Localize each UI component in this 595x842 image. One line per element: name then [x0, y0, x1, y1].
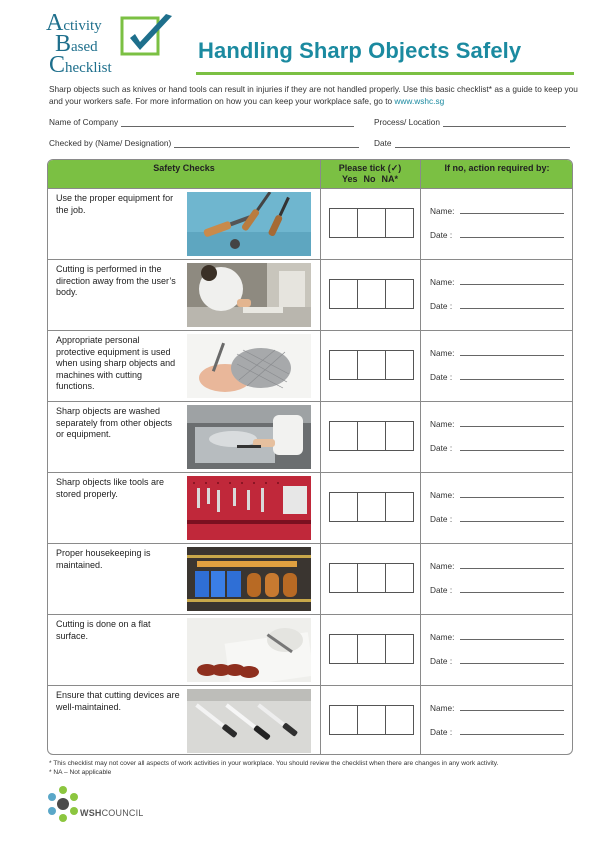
action-date-input[interactable]	[460, 592, 564, 593]
tick-na-box[interactable]	[386, 564, 413, 592]
photo-chef-cutting	[187, 263, 311, 327]
tick-na-box[interactable]	[386, 351, 413, 379]
title-rule	[196, 72, 574, 75]
page-title: Handling Sharp Objects Safely	[198, 38, 522, 63]
website-link[interactable]: www.wshc.sg	[394, 96, 445, 106]
tick-na-box[interactable]	[386, 209, 413, 237]
action-date-label: Date :	[430, 585, 453, 595]
tick-yes-box[interactable]	[330, 280, 358, 308]
tick-boxes	[329, 279, 414, 309]
action-name-input[interactable]	[460, 710, 564, 711]
tick-no-box[interactable]	[358, 209, 386, 237]
table-row	[48, 472, 573, 543]
safety-checklist-table	[47, 159, 573, 755]
table-header	[48, 160, 573, 188]
photo-cutting-board	[187, 618, 311, 682]
abc-logo	[46, 12, 176, 80]
tick-no-box[interactable]	[358, 564, 386, 592]
tick-yes-box[interactable]	[330, 635, 358, 663]
action-date-input[interactable]	[460, 237, 564, 238]
process-input[interactable]	[443, 117, 566, 127]
photo-knives	[187, 689, 311, 753]
tick-boxes	[329, 208, 414, 238]
tick-no-box[interactable]	[358, 351, 386, 379]
header-please-tick: Please tick (✓) Yes No NA*	[338, 163, 402, 184]
action-name-input[interactable]	[460, 568, 564, 569]
action-name-label: Name:	[430, 277, 455, 287]
action-name-label: Name:	[430, 206, 455, 216]
action-date-label: Date :	[430, 372, 453, 382]
action-name-label: Name:	[430, 419, 455, 429]
table-row	[48, 543, 573, 614]
table-row	[48, 330, 573, 401]
check-text: Sharp objects are washed separately from other objects or equipment.	[56, 406, 173, 439]
action-date-label: Date :	[430, 301, 453, 311]
tick-na-box[interactable]	[386, 635, 413, 663]
action-date-label: Date :	[430, 656, 453, 666]
checked-by-input[interactable]	[174, 138, 359, 148]
check-text: Sharp objects like tools are stored properly.	[56, 477, 165, 499]
action-name-input[interactable]	[460, 426, 564, 427]
action-date-label: Date :	[430, 514, 453, 524]
logo-line-checklist: Checklist	[49, 52, 112, 78]
table-row	[48, 685, 573, 755]
header-safety-checks: Safety Checks	[153, 163, 215, 173]
tick-yes-box[interactable]	[330, 209, 358, 237]
action-name-label: Name:	[430, 561, 455, 571]
table-row	[48, 259, 573, 330]
logo-line-activity: Activity	[46, 10, 102, 36]
action-date-label: Date :	[430, 230, 453, 240]
action-date-input[interactable]	[460, 450, 564, 451]
wsh-hexagon-icon	[46, 784, 80, 828]
tick-boxes	[329, 563, 414, 593]
wsh-council-wordmark: WSHCOUNCIL	[80, 808, 144, 818]
tick-na-box[interactable]	[386, 422, 413, 450]
company-input[interactable]	[121, 117, 354, 127]
wsh-council-logo	[46, 784, 156, 828]
company-field: Name of Company	[49, 117, 354, 127]
check-text: Appropriate personal protective equipment is used when using sharp objects and machines with cutting functions.	[56, 335, 176, 391]
action-name-label: Name:	[430, 703, 455, 713]
photo-mesh-glove	[187, 334, 311, 398]
tick-na-box[interactable]	[386, 493, 413, 521]
check-text: Cutting is performed in the direction away from the user’s body.	[56, 264, 176, 297]
process-field: Process/ Location	[374, 117, 566, 127]
tick-na-box[interactable]	[386, 280, 413, 308]
date-input[interactable]	[395, 138, 570, 148]
checkmark-icon	[120, 12, 176, 62]
tick-boxes	[329, 350, 414, 380]
photo-washing-sink	[187, 405, 311, 469]
tick-no-box[interactable]	[358, 493, 386, 521]
action-name-label: Name:	[430, 632, 455, 642]
check-text: Ensure that cutting devices are well-maintained.	[56, 690, 180, 712]
action-date-label: Date :	[430, 727, 453, 737]
action-name-input[interactable]	[460, 639, 564, 640]
tick-yes-box[interactable]	[330, 493, 358, 521]
action-date-input[interactable]	[460, 734, 564, 735]
check-text: Proper housekeeping is maintained.	[56, 548, 151, 570]
tick-yes-box[interactable]	[330, 706, 358, 734]
footnote-na: * NA – Not applicable	[49, 769, 112, 776]
action-date-input[interactable]	[460, 308, 564, 309]
tick-boxes	[329, 634, 414, 664]
tick-yes-box[interactable]	[330, 351, 358, 379]
photo-tool-board	[187, 476, 311, 540]
tick-yes-box[interactable]	[330, 564, 358, 592]
tick-na-box[interactable]	[386, 706, 413, 734]
tick-no-box[interactable]	[358, 280, 386, 308]
action-name-input[interactable]	[460, 497, 564, 498]
action-date-label: Date :	[430, 443, 453, 453]
action-name-label: Name:	[430, 490, 455, 500]
logo-line-based: Based	[55, 31, 98, 57]
action-name-input[interactable]	[460, 213, 564, 214]
action-date-input[interactable]	[460, 379, 564, 380]
tick-boxes	[329, 492, 414, 522]
table-row	[48, 188, 573, 259]
intro-paragraph	[49, 83, 579, 107]
tick-no-box[interactable]	[358, 422, 386, 450]
footnote-checklist: * This checklist may not cover all aspects of work activities in your workplace. You should review the checklist when there are changes in any work activity.	[49, 760, 499, 767]
action-date-input[interactable]	[460, 663, 564, 664]
tick-yes-box[interactable]	[330, 422, 358, 450]
action-name-input[interactable]	[460, 355, 564, 356]
table-row	[48, 401, 573, 472]
tick-boxes	[329, 705, 414, 735]
table-row	[48, 614, 573, 685]
check-text: Use the proper equipment for the job.	[56, 193, 174, 215]
action-date-input[interactable]	[460, 521, 564, 522]
photo-hand-tools	[187, 192, 311, 256]
date-field: Date	[374, 138, 570, 148]
photo-storage-shelves	[187, 547, 311, 611]
action-name-label: Name:	[430, 348, 455, 358]
header-action-required: If no, action required by:	[444, 163, 550, 173]
action-name-input[interactable]	[460, 284, 564, 285]
tick-boxes	[329, 421, 414, 451]
checked-by-field: Checked by (Name/ Designation)	[49, 138, 359, 148]
tick-no-box[interactable]	[358, 706, 386, 734]
tick-no-box[interactable]	[358, 635, 386, 663]
check-text: Cutting is done on a flat surface.	[56, 619, 151, 641]
intro-text: Sharp objects such as knives or hand tools can result in injuries if they are not handled properly. Use this basic checklist* as a guide to keep you and your workers safe. For more information on how you can keep your workplace safe, go to	[49, 84, 578, 106]
